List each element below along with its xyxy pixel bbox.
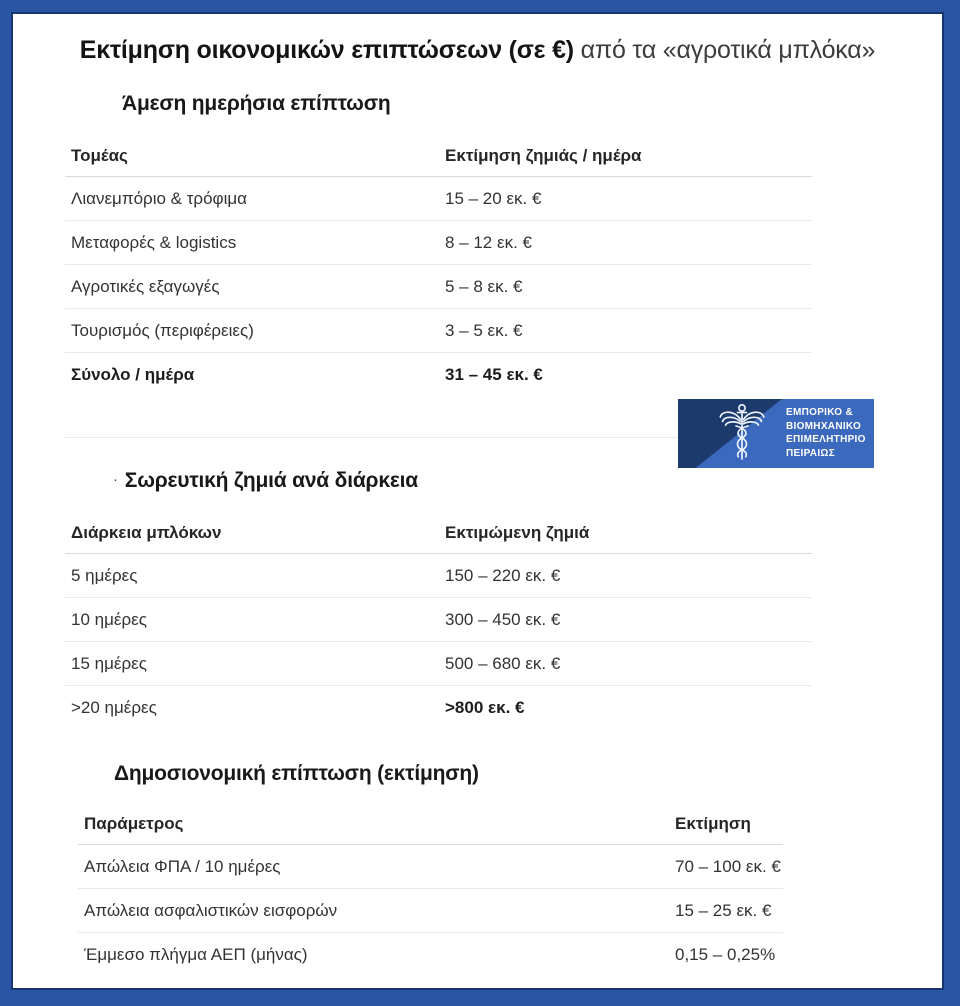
logo-text-line: ΒΙΟΜΗΧΑΝΙΚΟ	[786, 420, 862, 432]
column-header-sector: Τομέας	[71, 146, 128, 165]
table-row	[78, 845, 783, 889]
section-heading-daily-impact: Άμεση ημερήσια επίπτωση	[122, 92, 391, 115]
row-value: 8 – 12 εκ. €	[445, 232, 532, 252]
row-label: Λιανεμπόριο & τρόφιμα	[71, 188, 247, 208]
chamber-logo	[678, 399, 874, 468]
document-page	[13, 14, 942, 988]
logo-text-line: ΠΕΙΡΑΙΩΣ	[786, 447, 836, 459]
title-secondary: από τα «αγροτικά μπλόκα»	[580, 36, 876, 64]
row-value: 5 – 8 εκ. €	[445, 276, 523, 296]
table-row	[78, 933, 783, 977]
table-row	[65, 598, 812, 642]
table-header-row	[65, 513, 812, 554]
table-cumulative-damage	[65, 513, 812, 730]
table-row	[65, 686, 812, 730]
heading-bullet: ·	[113, 471, 118, 488]
table-row-total	[65, 353, 812, 397]
table-row	[65, 642, 812, 686]
table-row	[65, 309, 812, 353]
row-value: 15 – 20 εκ. €	[445, 188, 542, 208]
logo-text	[786, 406, 866, 460]
table-row	[65, 221, 812, 265]
logo-text-line: ΕΠΙΜΕΛΗΤΗΡΙΟ	[786, 434, 866, 445]
row-label: Απώλεια ΦΠΑ / 10 ημέρες	[84, 856, 281, 876]
row-label: Αγροτικές εξαγωγές	[71, 276, 220, 296]
row-value: 300 – 450 εκ. €	[445, 609, 561, 629]
column-header-estimate: Εκτίμηση	[675, 813, 751, 833]
table-row	[65, 554, 812, 598]
section-heading-text: Σωρευτική ζημιά ανά διάρκεια	[124, 469, 418, 492]
table-row	[65, 265, 812, 309]
table-header-row	[65, 136, 812, 177]
column-header-damage-per-day: Εκτίμηση ζημιάς / ημέρα	[445, 146, 642, 165]
table-row	[65, 177, 812, 221]
row-value: 150 – 220 εκ. €	[445, 565, 561, 585]
column-header-parameter: Παράμετρος	[84, 813, 184, 833]
section-heading-fiscal-impact: Δημοσιονομική επίπτωση (εκτίμηση)	[114, 762, 479, 785]
row-label: Μεταφορές & logistics	[71, 232, 237, 252]
row-label: 10 ημέρες	[71, 609, 147, 629]
row-label: Απώλεια ασφαλιστικών εισφορών	[84, 900, 338, 920]
row-value: 15 – 25 εκ. €	[675, 900, 772, 920]
row-label: Τουρισμός (περιφέρειες)	[71, 320, 254, 340]
column-header-estimated-damage: Εκτιμώμενη ζημιά	[445, 523, 590, 542]
row-label: >20 ημέρες	[71, 698, 157, 717]
logo-text-line: ΕΜΠΟΡΙΚΟ &	[786, 407, 853, 418]
document-title	[13, 36, 942, 65]
column-header-duration: Διάρκεια μπλόκων	[71, 523, 222, 542]
row-value: 500 – 680 εκ. €	[445, 653, 561, 673]
row-value: >800 εκ. €	[445, 698, 525, 717]
row-value: 70 – 100 εκ. €	[675, 856, 781, 876]
row-label: 15 ημέρες	[71, 653, 147, 673]
table-daily-impact	[65, 136, 812, 438]
row-value: 3 – 5 εκ. €	[445, 320, 523, 340]
row-value: 0,15 – 0,25%	[675, 945, 776, 964]
row-label: Έμμεσο πλήγμα ΑΕΠ (μήνας)	[84, 945, 308, 964]
title-main: Εκτίμηση οικονομικών επιπτώσεων (σε €)	[79, 36, 574, 64]
section-heading-cumulative-damage	[113, 469, 418, 493]
table-fiscal-impact	[78, 803, 783, 977]
row-label: Σύνολο / ημέρα	[71, 365, 195, 384]
row-value: 31 – 45 εκ. €	[445, 365, 543, 384]
caduceus-icon	[714, 402, 770, 465]
row-label: 5 ημέρες	[71, 565, 138, 585]
table-row	[78, 889, 783, 933]
table-header-row	[78, 803, 783, 845]
